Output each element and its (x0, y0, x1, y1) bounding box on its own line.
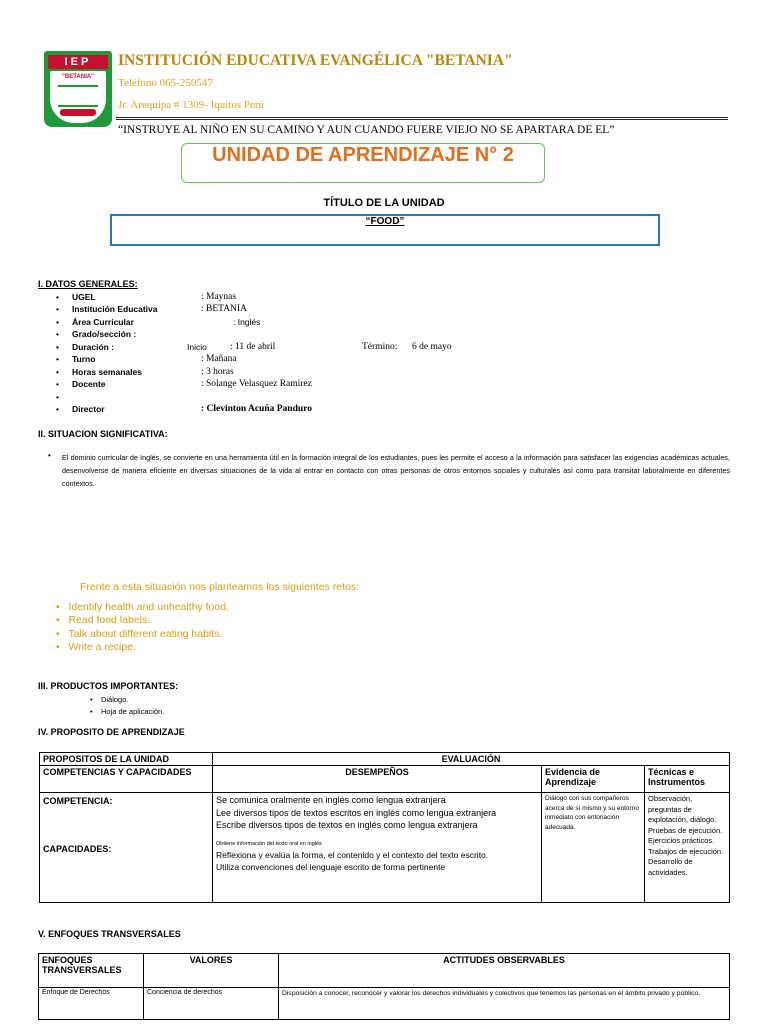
unit-title: UNIDAD DE APRENDIZAJE N° 2 (181, 143, 545, 183)
competencia-item: Se comunica oralmente en inglés como lengua extranjera (216, 795, 446, 805)
section-datos-generales: I. DATOS GENERALES: (38, 279, 138, 289)
col-propositos: PROPOSITOS DE LA UNIDAD (40, 753, 213, 766)
col-evaluacion: EVALUACIÓN (213, 753, 730, 766)
school-phone: Teléfono 065-250547 (118, 77, 213, 89)
col-competencias: COMPETENCIAS Y CAPACIDADES (40, 766, 213, 793)
competencia-item: Escribe diversos tipos de textos en inglés como lengua extranjera (216, 820, 478, 830)
datos-value: : BETANIA (201, 304, 247, 314)
valor-cell: Conciencia de derechos (144, 988, 279, 1020)
col-actitudes: ACTITUDES OBSERVABLES (279, 954, 730, 988)
datos-value: : Inglés (233, 317, 261, 327)
retos-intro: Frente a esta situación nos planteamos los siguientes retos: (80, 581, 359, 593)
school-name: INSTITUCIÓN EDUCATIVA EVANGÉLICA "BETANIA" (118, 52, 513, 69)
capacidades-label: CAPACIDADES: (43, 844, 112, 854)
col-evidencia: Evidencia de Aprendizaje (542, 766, 645, 793)
capacidad-item: Utiliza convenciones del lenguaje escrito de forma pertinente (216, 862, 446, 872)
reto-item: • Talk about different eating habits. (56, 627, 223, 640)
school-motto: “INSTRUYE AL NIÑO EN SU CAMINO Y AUN CUANDO FUERE VIEJO NO SE APARTARA DE EL” (118, 124, 615, 136)
unit-name: “FOOD” (110, 214, 660, 246)
competencia-label: COMPETENCIA: (43, 796, 113, 806)
datos-value: : Maynas (201, 292, 237, 302)
section-situacion: II. SITUACION SIGNIFICATIVA: (38, 429, 168, 439)
competencia-cell (40, 793, 213, 903)
situacion-text: El dominio curricular de Inglés, se convierte en una herramienta útil en la formación integral de los estudiantes, pues les permite el acceso a la información para satisfacer las exigencias académicas actuales, desenvolverse de manera eficiente en diversas situaciones de la vida al entrar en contacto con otras personas de otros entornos sociales y culturales así como para transitar laboralmente en diferentes contextos. (62, 453, 730, 488)
producto-item: • Diálogo. (90, 695, 129, 704)
datos-value: : Clevinton Acuña Panduro (201, 404, 312, 414)
datos-label: UGEL (72, 292, 96, 302)
duracion-termino-label: Término: (362, 342, 398, 352)
enfoque-cell: Enfoque de Derechos (39, 988, 144, 1020)
duracion-inicio-label: Inicio (187, 342, 207, 352)
col-enfoques: ENFOQUES TRANSVERSALES (39, 954, 144, 988)
col-tecnicas: Técnicas e Instrumentos (645, 766, 730, 793)
datos-label: Institución Educativa (72, 304, 158, 314)
proposito-table (39, 752, 730, 903)
actitud-cell: Disposición a conocer, reconocer y valorar los derechos individuales y colectivos que tenemos las personas en el ámbito privado y público. (279, 988, 730, 1020)
logo-lines (58, 85, 98, 107)
retos-list (56, 601, 229, 654)
datos-value: : Mañana (201, 354, 237, 364)
logo-name: "BETANIA" (62, 74, 94, 80)
tecnicas-cell: Observación, preguntas de explotación, diálogo. Pruebas de ejecución. Ejercicios prácticos. Trabajos de ejecución. Desarrollo de actividades. (645, 793, 730, 903)
reto-item: • Write a recipe. (56, 640, 136, 653)
competencia-item: Lee diversos tipos de textos escritos en inglés como lengua extranjera (216, 807, 497, 818)
school-logo (44, 51, 112, 127)
desempenos-cell (213, 793, 542, 903)
capacidad-item: Reflexiona y evalúa la forma, el contenido y el contexto del texto escrito. (216, 849, 489, 860)
col-desempenos: DESEMPEÑOS (213, 766, 542, 793)
section-proposito: IV. PROPOSITO DE APRENDIZAJE (38, 727, 185, 737)
productos-list (90, 694, 164, 718)
reto-item: • Read food labels. (56, 614, 151, 627)
datos-label: Duración : (72, 342, 115, 352)
enfoques-table (38, 953, 730, 1020)
producto-item: • Hoja de aplicación. (90, 707, 165, 716)
capacidad-small: Obtiene información del texto oral en inglés (216, 840, 322, 847)
school-address: Jr. Arequipa # 1309- Iquitos Perú (118, 99, 265, 111)
evidencia-cell: Diálogo con sus compañeros acerca de sí mismo y su entorno inmediato con entonación adecuada. (542, 793, 645, 903)
datos-label: Director (72, 404, 105, 414)
reto-item: • Identify health and unhealthy food. (56, 601, 229, 613)
logo-shield (50, 71, 106, 123)
logo-ribbon (60, 109, 96, 116)
unit-subtitle: TÍTULO DE LA UNIDAD (323, 197, 445, 209)
datos-value: : 3 horas (201, 367, 234, 377)
datos-label: Área Curricular (72, 317, 134, 327)
section-enfoques: V. ENFOQUES TRANSVERSALES (38, 929, 181, 939)
section-productos: III. PRODUCTOS IMPORTANTES: (38, 681, 179, 691)
duracion-inicio-value: : 11 de abril (230, 342, 276, 352)
datos-label: Docente (72, 379, 106, 389)
col-valores: VALORES (144, 954, 279, 988)
logo-acronym: IEP (48, 55, 108, 69)
duracion-termino-value: 6 de mayo (412, 342, 452, 352)
header-divider (116, 117, 728, 120)
datos-value: : Solange Velasquez Ramirez (201, 379, 312, 389)
bullet: • (48, 451, 51, 460)
datos-label: Turno (72, 354, 96, 364)
datos-label: Horas semanales (72, 367, 142, 377)
datos-label: Grado/sección : (72, 329, 137, 339)
